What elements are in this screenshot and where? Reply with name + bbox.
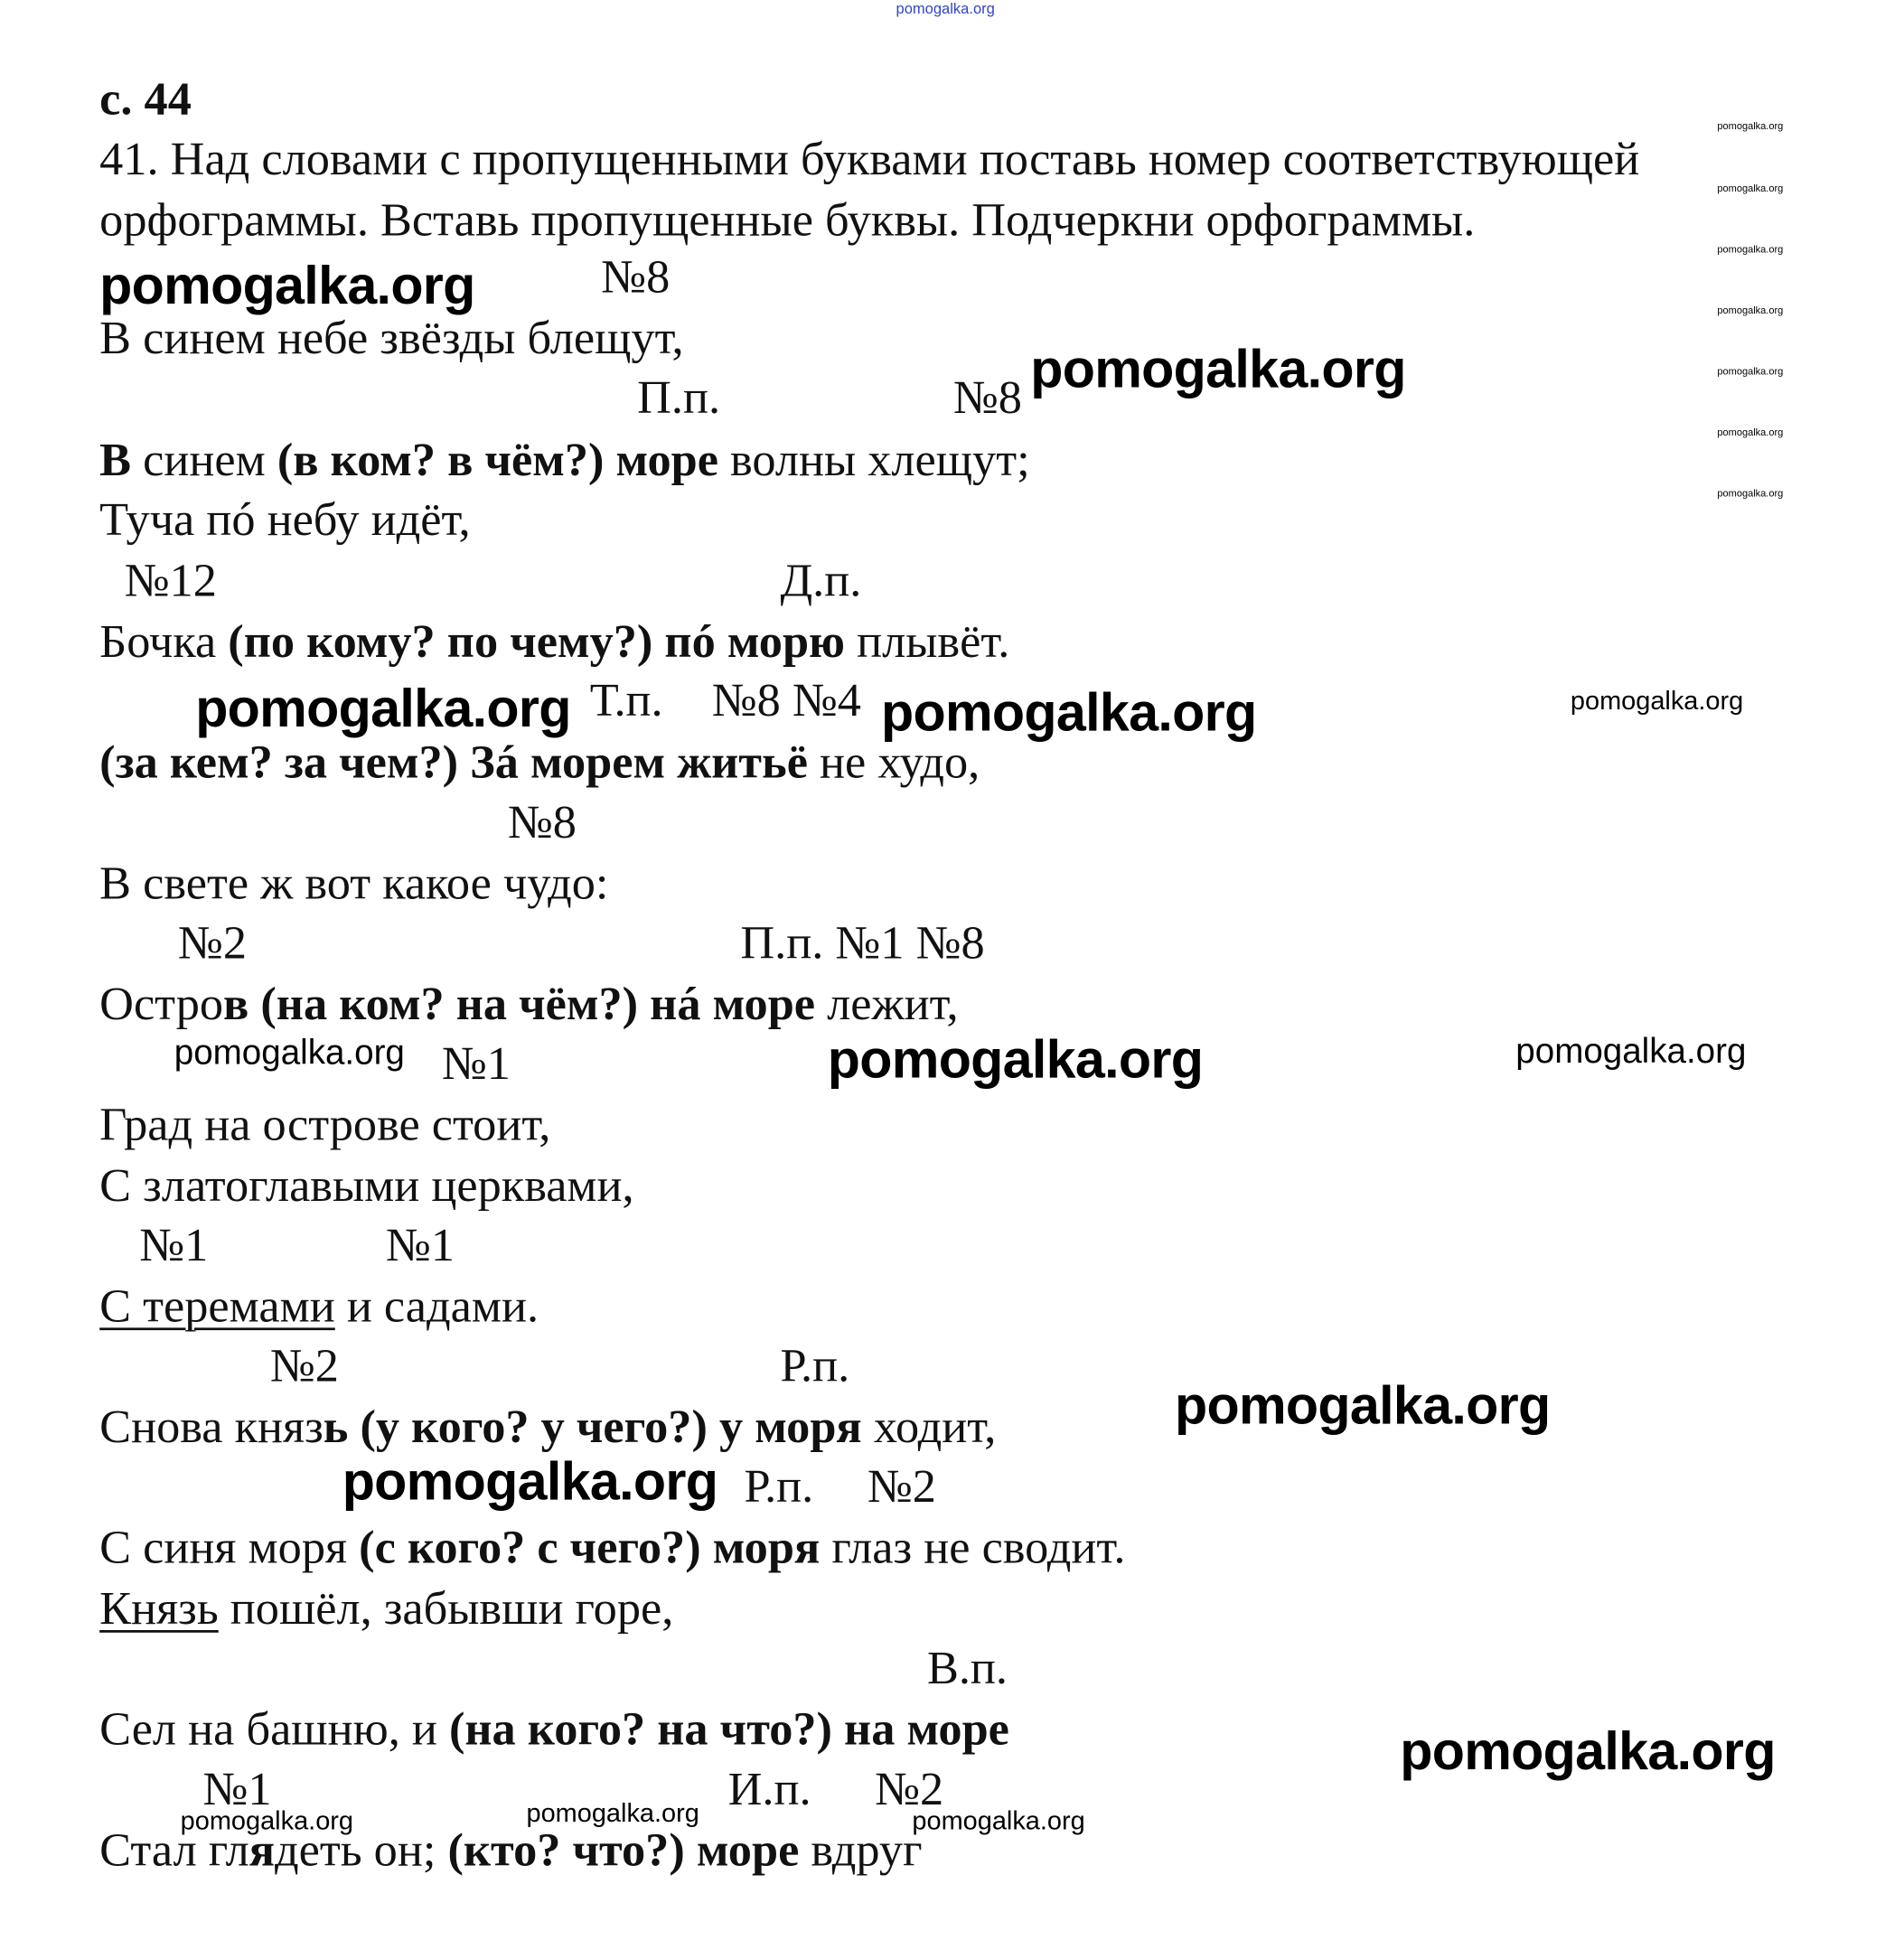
watermark: pomogalka.org [342, 1452, 718, 1513]
orthogram-number: №2 [867, 1460, 936, 1514]
watermark: pomogalka.org [1717, 426, 1784, 438]
poem-line [99, 1521, 1125, 1576]
text: не худо, [807, 736, 980, 790]
watermark: pomogalka.org [1717, 120, 1784, 132]
poem-line [99, 1400, 996, 1455]
text: волны хлещут; [718, 434, 1030, 487]
text: Град на острове стоит, [99, 1098, 551, 1151]
watermark: pomogalka.org [912, 1806, 1085, 1836]
text: Туча пó небу идёт, [99, 493, 471, 547]
watermark[interactable]: pomogalka.org [896, 0, 995, 18]
watermark: pomogalka.org [1717, 305, 1784, 316]
orthogram-number: №12 [124, 555, 217, 608]
watermark: pomogalka.org [1030, 339, 1406, 400]
watermark: pomogalka.org [1400, 1721, 1776, 1783]
text: Стал гл [99, 1823, 249, 1877]
poem-line [99, 1279, 539, 1335]
text: Сел на башню, и [99, 1703, 449, 1757]
case-label: И.п. [727, 1763, 811, 1816]
orthogram-number: №8 №4 [711, 674, 861, 727]
page-label: с. 44 [99, 73, 192, 127]
watermark: pomogalka.org [526, 1799, 699, 1828]
watermark: pomogalka.org [1515, 1031, 1747, 1071]
orthogram-number: №2 [269, 1340, 339, 1392]
case-label: П.п. [637, 371, 721, 425]
text: пошёл, забывши горе, [218, 1582, 674, 1636]
watermark: pomogalka.org [174, 1032, 405, 1072]
poem-line [99, 977, 958, 1032]
task-text-line2: орфограммы. Вставь пропущенные буквы. Подчеркни орфограммы. [99, 193, 1476, 247]
watermark: pomogalka.org [880, 683, 1257, 744]
poem-line [99, 1702, 1009, 1757]
underlined-orthogram: С теремами [99, 1280, 335, 1333]
watermark: pomogalka.org [1717, 183, 1784, 194]
watermark: pomogalka.org [1570, 687, 1744, 716]
orthogram-number: №1 [441, 1037, 511, 1091]
bold-text: (по кому? по чему?) пó морю [228, 615, 846, 669]
watermark: pomogalka.org [180, 1806, 353, 1836]
case-label: В.п. [926, 1642, 1008, 1695]
bold-text: ь (у кого? у чего?) у моря [323, 1401, 862, 1454]
text: лежит, [815, 978, 959, 1031]
watermark: pomogalka.org [195, 679, 571, 739]
task-text-line1: 41. Над словами с пропущенными буквами поставь номер соответствующей [99, 133, 1640, 186]
text: ходит, [861, 1401, 997, 1454]
orthogram-number: №1 [202, 1763, 272, 1816]
case-label: Р.п. [780, 1340, 850, 1392]
poem-line [99, 492, 470, 548]
poem-line [99, 856, 608, 911]
watermark: pomogalka.org [1174, 1376, 1551, 1437]
orthogram-number: №8 [601, 251, 671, 305]
text: Бочка [99, 615, 229, 669]
text: синем [131, 434, 277, 487]
text: и садами. [334, 1280, 539, 1333]
watermark: pomogalka.org [1717, 365, 1784, 378]
bold-text: (в ком? в чём?) море [277, 434, 718, 487]
bold-text: (на кого? на что?) на море [448, 1703, 1009, 1757]
orthogram-number: №1 [385, 1219, 455, 1272]
poem-line [99, 614, 1009, 670]
text: деть он; [275, 1823, 448, 1877]
text: В свете ж вот какое чудо: [99, 857, 609, 910]
orthogram-number: №8 [507, 796, 577, 849]
poem-line [99, 1158, 633, 1214]
bold-text: я [249, 1823, 276, 1877]
case-label: Д.п. [780, 555, 862, 608]
text: вдруг [799, 1823, 923, 1877]
orthogram-number: №2 [875, 1763, 944, 1816]
bold-text: В [99, 434, 132, 487]
text: С синя моря [99, 1522, 360, 1575]
bold-text: в (на ком? на чём?) нá море [223, 978, 816, 1031]
text: плывёт. [845, 615, 1010, 669]
poem-line [99, 1098, 550, 1153]
orthogram-number: №8 [952, 371, 1022, 425]
text: В синем небе звёзды блещут, [99, 312, 684, 365]
poem-line [99, 433, 1029, 488]
case-label: Т.п. [589, 674, 663, 727]
orthogram-number: №2 [177, 916, 248, 970]
watermark: pomogalka.org [1717, 487, 1784, 500]
bold-text: (за кем? за чем?) Зá морем житьё [99, 736, 808, 790]
text: Остро [99, 978, 224, 1031]
orthogram-number: №1 [139, 1219, 209, 1272]
case-label: Р.п. [744, 1460, 814, 1514]
poem-line [99, 1581, 673, 1636]
bold-text: (кто? что?) море [447, 1823, 800, 1877]
poem-line [99, 311, 683, 366]
poem-line [99, 736, 980, 791]
text: глаз не сводит. [820, 1522, 1126, 1575]
bold-text: (с кого? с чего?) моря [359, 1522, 821, 1575]
watermark: pomogalka.org [99, 256, 475, 316]
watermark: pomogalka.org [827, 1030, 1204, 1091]
text: С златоглавыми церквами, [99, 1159, 634, 1213]
watermark: pomogalka.org [1717, 243, 1784, 256]
text: Снова княз [99, 1401, 324, 1454]
underlined-orthogram: Князь [99, 1582, 219, 1636]
case-label: П.п. №1 №8 [740, 916, 985, 970]
